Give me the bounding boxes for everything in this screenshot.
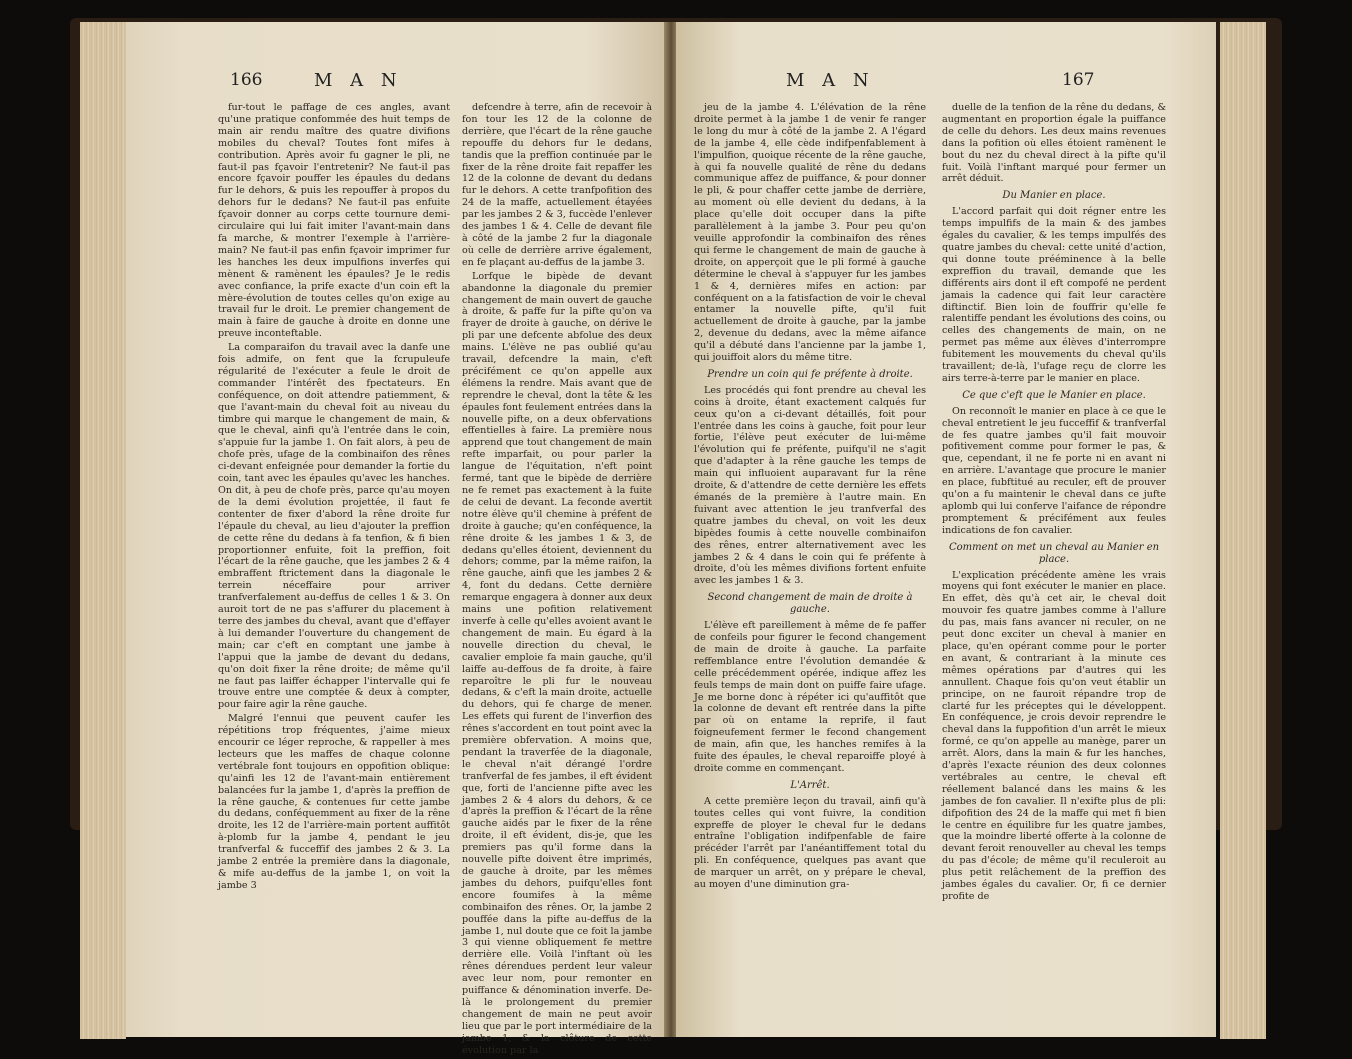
paragraph: Malgré l'ennui que peuvent caufer les répétitions trop fréquentes, j'aime mieux encourir ce léger reproche, & rappeller à mes lecteurs que les maffes de chaque colonne vertébrale font toujours en oppofition oblique: qu'ainfi les 12 de l'avant-main entièrement balancées fur la jambe 1, d'après la preffion de la rêne gauche, & contenues fur cette jambe du dedans, conféquemment au fixer de la rêne droite, les 12 de l'arrière-main portent auffitôt à-plomb fur la jambe 4, pendant le jeu tranfverfal & fucceffif des jambes 2 & 3. La jambe 2 entrée la première dans la diagonale, & mife au-deffus de la jambe 1, on voit la jambe 3 — [218, 713, 450, 891]
paragraph: L'élève eft pareillement à même de fe paffer de confeils pour figurer le fecond changement de main de droite à gauche. La parfaite reffemblance entre l'évolution demandée & celle précédemment opérée, indique affez les feuls temps de main dont on puiffe faire ufage. Je me borne donc à répéter ici qu'auffitôt que la colonne de devant eft rentrée dans la pifte par où on entame la reprife, il faut foigneufement fermer le fecond changement de main, afin que, les hanches remifes à la fuite des épaules, le cheval reparoiffe ployé à droite comme en commençant. — [694, 620, 926, 774]
section-heading: Du Manier en place. — [1002, 190, 1106, 202]
paragraph: defcendre à terre, afin de recevoir à fon tour les 12 de la colonne de derrière, que l'écart de la rêne gauche repouffe du dehors fur le dedans, tandis que la preffion continuée par le fixer de la rêne droite fait repaffer les 12 de la colonne de devant du dedans fur le dehors. A cette tranfpofition des 24 de la maffe, actuellement étayées par les jambes 2 & 3, fuccède l'enlever des jambes 1 & 4. Celle de devant file à côté de la jambe 2 fur la diagonale où celle de derrière arrive également, en fe plaçant au-deffus de la jambe 3. — [462, 102, 652, 268]
paragraph: L'accord parfait qui doit régner entre les temps impulfifs de la main & des jambes égales du cavalier, & les temps impulfés des quatre jambes du cheval: cette unité d'action, qui donne toute prééminence à la belle expreffion du travail, demande que les différents airs dont il eft compofé ne perdent jamais la cadence qui fait leur caractère diftinctif. Bien loin de fouffrir qu'elle fe ralentiffe pendant les évolutions des coins, ou celles des changements de main, on ne permet pas même aux élèves d'interrompre fubitement les mouvements du cheval qu'ils travaillent; de-là, l'ufage reçu de clorre les airs terre-à-terre par le manier en place. — [942, 206, 1166, 384]
right-column-2 — [942, 102, 1166, 905]
paragraph: A cette première leçon du travail, ainfi qu'à toutes celles qui vont fuivre, la condition expreffe de ployer le cheval fur le dedans entraîne l'obligation indifpenfable de faire précéder l'arrêt par l'anéantiffement total du pli. En conféquence, quelques pas avant que de marquer un arrêt, on y prépare le cheval, au moyen d'une diminution gra- — [694, 795, 926, 891]
page-number: 167 — [1062, 70, 1095, 90]
right-page — [676, 22, 1216, 1037]
section-heading: Second changement de main de droite à gauche. — [707, 592, 913, 616]
section-heading: Ce que c'eft que le Manier en place. — [962, 389, 1146, 401]
running-head: M A N — [786, 70, 875, 91]
section-heading: Comment on met un cheval au Manier en place. — [948, 541, 1160, 565]
paragraph: fur-tout le paffage de ces angles, avant qu'une pratique confommée des huit temps de main air rendu maître des quatre divifions mobiles du cheval? Toutes font mifes à contribution. Après avoir fu gagner le pli, ne faut-il pas fçavoir l'entretenir? Ne faut-il pas encore fçavoir pouffer les épaules du dedans fur le dehors, & puis les repouffer à propos du dehors fur le dedans? Ne faut-il pas enfuite fçavoir donner au corps cette tournure demi-circulaire qui lui fait imiter l'avant-main dans fa marche, & montrer l'exemple à l'arrière-main? Ne faut-il pas enfin fçavoir imprimer fur les hanches les deux impulfions inverfes qui mènent & ramènent les épaules? Je le redis avec confiance, la prife exacte d'un coin eft la mère-évolution de toutes celles qu'on exige au travail fur le droit. Le premier changement de main à faire de gauche à droite en donne une preuve inconteftable. — [218, 102, 450, 340]
right-page-header — [676, 70, 1216, 94]
section-heading: Prendre un coin qui fe préfente à droite. — [707, 368, 913, 380]
page-number: 166 — [230, 70, 263, 90]
left-page-header — [126, 70, 666, 94]
paragraph: duelle de la tenfion de la rêne du dedans, & augmentant en proportion égale la puiffance de celle du dehors. Les deux mains revenues dans la pofition où elles étoient ramènent le bout du nez du cheval direct à la pifte qu'il fuit. Voilà l'inftant marqué pour fermer un arrêt déduit. — [942, 102, 1166, 185]
paragraph: jeu de la jambe 4. L'élévation de la rêne droite permet à la jambe 1 de venir fe ranger le long du mur à côté de la jambe 2. A l'égard de la jambe 4, elle cède indifpenfablement à l'impulfion, quoique récente de la rêne gauche, à qui fa nouvelle qualité de rêne du dedans communique affez de puiffance, & pour donner le pli, & pour chaffer cette jambe de derrière, au moment où elle devient du dedans, à la place qu'elle doit occuper dans la pifte parallèlement à la jambe 3. Pour peu qu'on veuille approfondir la combinaifon des rênes qui ferme le changement de main de gauche à droite, on apperçoit que le pli formé à gauche détermine le cheval à s'appuyer fur les jambes 1 & 4, dernières mifes en action: par conféquent on a la fatisfaction de voir le cheval entamer la nouvelle pifte, qu'il fuit actuellement de droite à gauche, par la jambe 2, devenue du dedans, avec la même aifance qu'il a débuté dans l'ancienne par la jambe 1, qui jouiffoit alors du même titre. — [694, 102, 926, 364]
paragraph: Lorfque le bipède de devant abandonne la diagonale du premier changement de main ouvert de gauche à droite, & paffe fur la pifte qu'on va frayer de droite à gauche, on dérive le pli par une defcente abfolue des deux mains. L'élève ne pas oublié qu'au travail, defcendre la main, c'eft précifément ce qu'on appelle aux élémens la rendre. Mais avant que de reprendre le cheval, dont la tête & les épaules font feulement entrées dans la nouvelle pifte, on a deux obfervations effentielles à faire. La première nous apprend que tout changement de main refte imparfait, ou pour parler la langue de l'équitation, n'eft point fermé, tant que le bipède de derrière ne fe remet pas exactement à la fuite de celui de devant. La feconde avertit notre élève qu'il chemine à préfent de droite à gauche; qu'en conféquence, la rêne droite & les jambes 1 & 3, de dedans qu'elles étoient, deviennent du dehors; comme, par la même raifon, la rêne gauche, ainfi que les jambes 2 & 4, font du dedans. Cette dernière remarque engagera à donner aux deux mains une pofition relativement inverfe à celle qu'elles avoient avant le changement de main. Eu égard à la nouvelle direction du cheval, le cavalier emploie fa main gauche, qu'il laiffe au-deffous de fa droite, à faire reparoître le pli fur le nouveau dedans, & c'eft la main droite, actuelle du dehors, qui fe charge de mener. Les effets qui furent de l'inverfion des rênes s'accordent en tout point avec la première obfervation. A moins que, pendant la traverfée de la diagonale, le cheval n'ait dérangé l'ordre tranfverfal de fes jambes, il eft évident que, forti de l'ancienne pifte avec les jambes 2 & 4 alors du dehors, & ce d'après la preffion & l'écart de la rêne gauche aidés par le fixer de la rêne droite, il eft évident, dis-je, que les premiers pas qu'il forme dans la nouvelle pifte doivent être imprimés, de gauche à droite, par les mêmes jambes du dehors, puifqu'elles font encore foumifes à la même combinaifon des rênes. Or, la jambe 2 pouffée dans la pifte au-deffus de la jambe 1, nul doute que ce foit la jambe 3 qui vienne obliquement fe mettre derrière elle. Voilà l'inftant où les rênes dérendues perdent leur valeur avec leur nom, pour remonter en puiffance & dénomination inverfe. De-là le prolongement du premier changement de main ne peut avoir lieu que par le port intermédiaire de la jambe 1, & la clôture de cette évolution par la — [462, 270, 652, 1056]
left-page — [126, 22, 666, 1056]
paragraph: La comparaifon du travail avec la danfe une fois admife, on fent que la fcrupuleufe régularité de l'exécuter a feule le droit de commander l'intérêt des fpectateurs. En conféquence, on doit attendre patiemment, & que l'avant-main du cheval foit au niveau du timbre qui marque le changement de main, & que le cheval, ainfi qu'à l'entrée dans le coin, s'appuie fur la jambe 1. On fait alors, à peu de chofe près, ufage de la combinaifon des rênes ci-devant enfeignée pour demander la fortie du coin, tant avec les épaules qu'avec les hanches. On dit, à peu de chofe près, parce qu'au moyen de la demi évolution projettée, il faut fe contenter de fixer d'abord la rêne droite fur l'épaule du cheval, au lieu d'ajouter la preffion de cette rêne du dedans à fa tenfion, & fi bien proportionner enfuite, foit la preffion, foit l'écart de la rêne gauche, que les jambes 2 & 4 embraffent ftrictement dans la diagonale le terrein néceffaire pour arriver tranfverfalement au-deffus de celles 1 & 3. On auroit tort de ne pas s'affurer du placement à terre des jambes du cheval, avant que d'effayer à lui demander l'ouverture du changement de main; car c'eft en comptant une jambe à l'appui que la jambe de devant du dedans, qu'on doit fixer la rêne droite; de même qu'il ne faut pas laiffer échapper l'intervalle qui fe trouve entre une comptée & deux à compter, pour faire agir la rêne gauche. — [218, 342, 450, 711]
left-column-2 — [462, 102, 652, 1059]
paragraph: On reconnoît le manier en place à ce que le cheval entretient le jeu fucceffif & tranfverfal de fes quatre jambes qu'il fait mouvoir pofitivement comme pour former le pas, & que, cependant, il ne fe porte ni en avant ni en arrière. L'avantage que procure le manier en place, fubftitué au reculer, eft de prouver qu'on a fu maintenir le cheval dans ce jufte aplomb qui lui conferve l'aifance de répondre promptement & précifément aux feules indications de fon cavalier. — [942, 405, 1166, 536]
right-page-edges — [1220, 22, 1266, 1039]
section-heading: L'Arrêt. — [790, 779, 830, 791]
running-head: M A N — [314, 70, 403, 91]
left-column-1 — [218, 102, 450, 894]
paragraph: L'explication précédente amène les vrais moyens qui font exécuter le manier en place. En effet, dès qu'à cet air, le cheval doit mouvoir fes quatre jambes comme à l'allure du pas, mais fans avancer ni reculer, on ne peut donc exciter un cheval à manier en place, qu'en opérant comme pour le porter en avant, & contrariant à la minute ces mêmes opérations par d'autres qui les annullent. Chaque fois qu'on veut établir un principe, on ne fauroit répandre trop de clarté fur les préceptes qui le développent. En conféquence, je crois devoir reprendre le cheval dans la fuppofition d'un arrêt le mieux formé, ce qu'on appelle au manège, parer un arrêt. Alors, dans la main & fur les hanches, d'après l'exacte réunion des deux colonnes vertébrales au centre, le cheval eft réellement balancé dans les mains & les jambes de fon cavalier. Il n'exifte plus de pli: difpofition des 24 de la maffe qui met fi bien le centre en équilibre fur les quatre jambes, que la moindre liberté offerte à la colonne de devant feroit renouveller au cheval les temps du pas d'école; de même qu'il reculeroit au plus petit relâchement de la preffion des jambes égales du cavalier. Or, fi ce dernier profite de — [942, 569, 1166, 902]
right-column-1 — [694, 102, 926, 893]
left-page-edges — [80, 22, 126, 1039]
paragraph: Les procédés qui font prendre au cheval les coins à droite, étant exactement calqués fur ceux qu'on a ci-devant détaillés, foit pour l'entrée dans les coins à gauche, foit pour leur fortie, l'élève peut exécuter de lui-même l'évolution qui fe préfente, puifqu'il ne s'agit que d'adapter à la rêne gauche les temps de main qui influoient auparavant fur la rêne droite, & d'attendre de cette dernière les effets émanés de la première à l'autre main. En fuivant avec attention le jeu tranfverfal des quatre jambes du cheval, on voit les deux bipèdes foumis à cette nouvelle combinaifon des rênes, entrer alternativement avec les jambes 2 & 4 dans le coin qui fe préfente à droite, d'où les mêmes divifions fortent enfuite avec les jambes 1 & 3. — [694, 384, 926, 587]
